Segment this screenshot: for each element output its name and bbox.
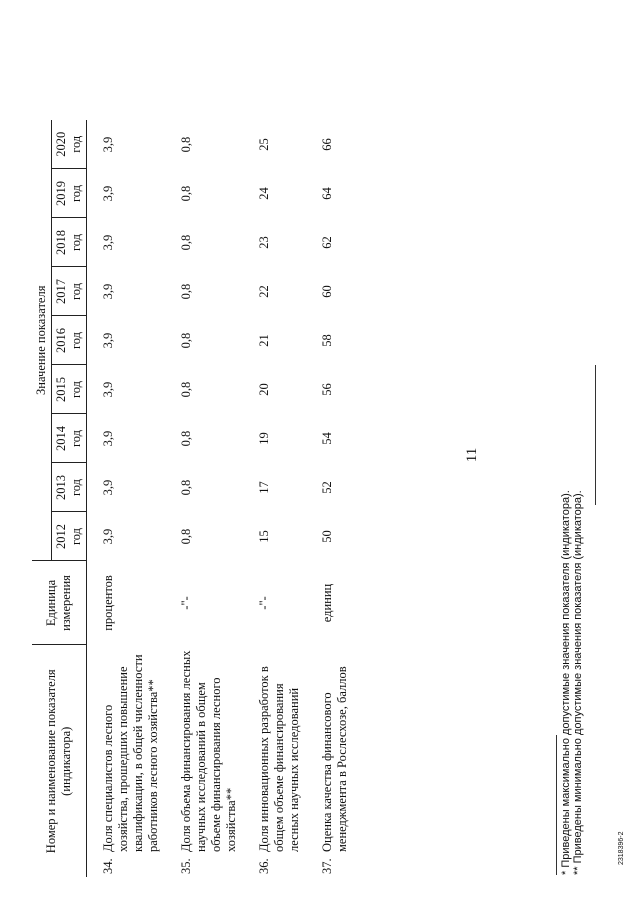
unit-cell: -"- [179,596,193,610]
header-year: 2012 год [52,512,87,561]
value-cell: 0,8 [179,234,193,251]
value-cell: 0,8 [179,283,193,300]
value-cell: 60 [320,285,334,298]
header-unit-column: Единица измерения [32,561,87,645]
value-cell: 3,9 [101,430,115,447]
value-cell: 15 [257,530,271,543]
unit-cell: процентов [101,575,115,631]
value-cell: 3,9 [101,479,115,496]
value-cell: 22 [257,285,271,298]
value-cell: 23 [257,236,271,249]
value-cell: 3,9 [101,332,115,349]
value-cell: 21 [257,334,271,347]
value-cell: 66 [320,138,334,151]
value-cell: 62 [320,236,334,249]
value-cell: 56 [320,383,334,396]
rotated-page [20,25,625,885]
indicator-name: Доля объема финансирования лесных научных исследований в общем объеме финансирования лесного хозяйства** [179,650,238,852]
header-name-column: Номер и наименование показателя (индикатора) [32,645,87,877]
value-cell: 3,9 [101,185,115,202]
value-cell: 0,8 [179,185,193,202]
unit-cell: единиц [320,583,334,623]
row-number: 36. [257,858,271,874]
value-cell: 17 [257,481,271,494]
value-cell: 64 [320,187,334,200]
value-cell: 58 [320,334,334,347]
value-cell: 19 [257,432,271,445]
value-cell: 24 [257,187,271,200]
value-cell: 0,8 [179,381,193,398]
header-year: 2016 год [52,316,87,365]
end-divider [595,365,596,505]
value-cell: 54 [320,432,334,445]
document-code: 2318396-2 [618,831,625,865]
indicator-name: Доля специалистов лесного хозяйства, прошедших повышение квалификации, в общей численности работников лесного хозяйства** [101,654,160,852]
header-year: 2013 год [52,463,87,512]
header-value-group: Значение показателя [32,120,52,561]
table-row [165,120,243,877]
indicator-name-cell [306,645,354,877]
value-cell: 3,9 [101,381,115,398]
header-year: 2020 год [52,120,87,169]
header-year: 2014 год [52,414,87,463]
row-number: 35. [179,858,193,874]
indicator-table [32,120,354,877]
header-year: 2015 год [52,365,87,414]
value-cell: 0,8 [179,430,193,447]
table-row [243,120,306,877]
value-cell: 50 [320,530,334,543]
indicator-name-cell [243,645,306,877]
page-number: 11 [464,447,480,463]
header-year: 2019 год [52,169,87,218]
value-cell: 25 [257,138,271,151]
indicator-name: Оценка качества финансового менеджмента в Рослесхозе, баллов [320,666,349,852]
value-cell: 0,8 [179,136,193,153]
value-cell: 3,9 [101,234,115,251]
footnote: * Приведены максимально допустимые значения показателя (индикатора). [560,490,572,875]
row-number: 37. [320,858,334,874]
unit-cell: -"- [257,596,271,610]
row-number: 34. [101,858,115,874]
header-year: 2017 год [52,267,87,316]
value-cell: 52 [320,481,334,494]
value-cell: 3,9 [101,283,115,300]
indicator-name-cell [87,645,166,877]
value-cell: 20 [257,383,271,396]
value-cell: 3,9 [101,136,115,153]
value-cell: 0,8 [179,528,193,545]
footnote-divider [556,735,557,875]
table-row [306,120,354,877]
value-cell: 0,8 [179,332,193,349]
value-cell: 0,8 [179,479,193,496]
indicator-name: Доля инновационных разработок в общем объеме финансирования лесных научных исследований [257,666,301,852]
table-row [87,120,166,877]
header-year: 2018 год [52,218,87,267]
footnote: ** Приведены минимально допустимые значения показателя (индикатора). [572,490,584,875]
indicator-name-cell [165,645,243,877]
value-cell: 3,9 [101,528,115,545]
